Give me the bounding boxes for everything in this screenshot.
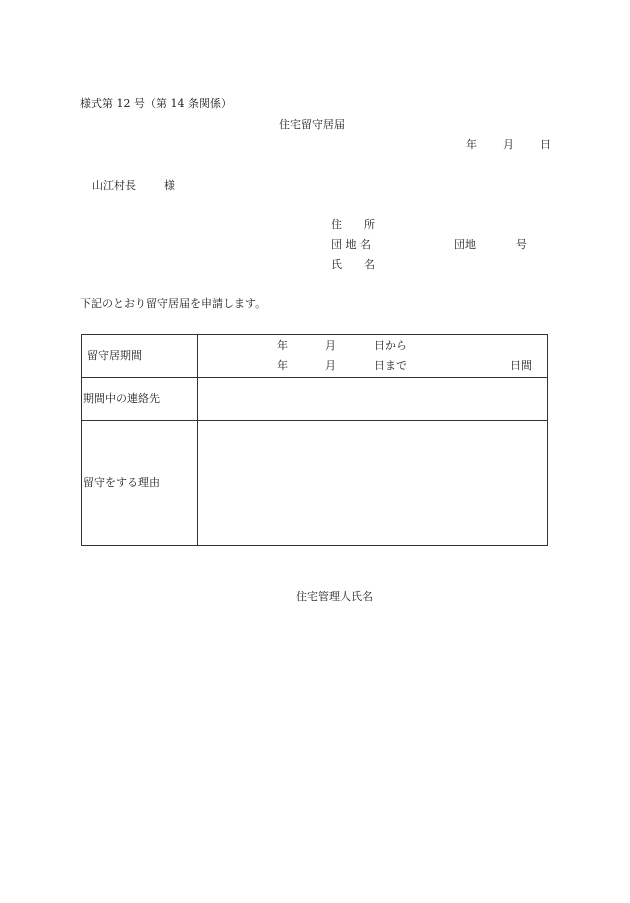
name-label: 氏 名 [331, 258, 375, 271]
days-label[interactable]: 日間 [510, 359, 532, 372]
period-to-year[interactable]: 年 [277, 359, 288, 372]
document-title: 住宅留守居届 [279, 118, 345, 131]
intro-text: 下記のとおり留守居届を申請します。 [80, 297, 267, 310]
application-table [81, 334, 548, 546]
table-row-divider [82, 420, 547, 421]
date-month[interactable]: 月 [503, 138, 514, 151]
contact-label: 期間中の連絡先 [83, 392, 160, 405]
addressee-honorific: 様 [164, 179, 175, 192]
address-label: 住 所 [331, 218, 375, 231]
period-from-day[interactable]: 日から [374, 339, 407, 352]
danchi-suffix: 団地 [454, 238, 476, 251]
table-row-divider [82, 377, 547, 378]
reason-label: 留守をする理由 [83, 476, 160, 489]
danchi-label: 団 地 名 [331, 238, 371, 251]
period-from-year[interactable]: 年 [277, 339, 288, 352]
period-label: 留守居期間 [87, 349, 142, 362]
footer-manager-name: 住宅管理人氏名 [296, 590, 373, 603]
period-to-month[interactable]: 月 [325, 359, 336, 372]
period-from-month[interactable]: 月 [325, 339, 336, 352]
table-column-divider [197, 335, 198, 545]
form-number: 様式第 12 号（第 14 条関係） [80, 97, 232, 110]
addressee-name: 山江村長 [92, 179, 136, 192]
date-day[interactable]: 日 [540, 138, 551, 151]
date-year[interactable]: 年 [466, 138, 477, 151]
period-to-day[interactable]: 日まで [374, 359, 407, 372]
number-suffix: 号 [516, 238, 527, 251]
